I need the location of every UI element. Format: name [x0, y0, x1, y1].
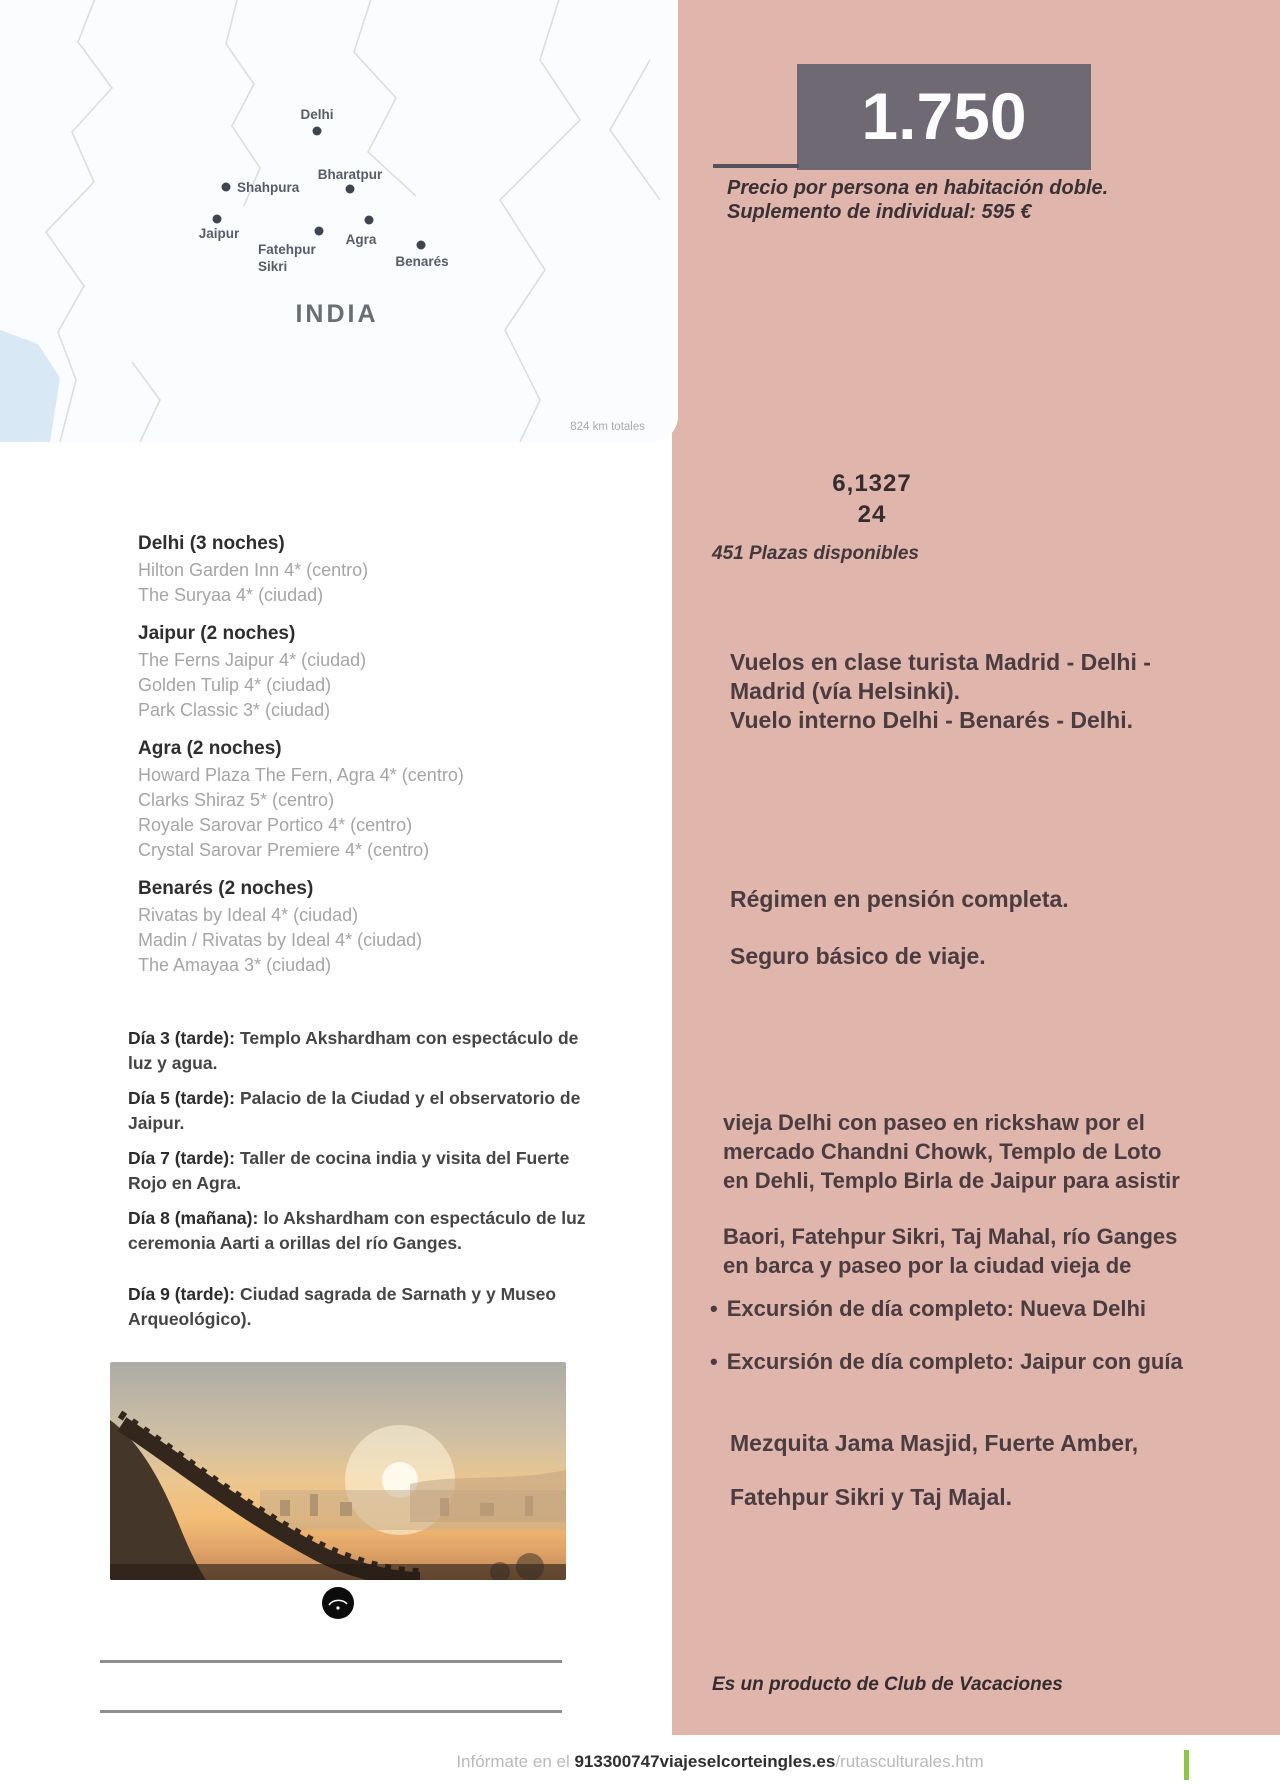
tour-code-line1: 6,1327	[832, 470, 912, 497]
city-dot-agra	[365, 216, 374, 225]
day-label: Día 7 (tarde):	[128, 1148, 235, 1168]
day-text: Palacio de la Ciudad y el observatorio de Jaipur.	[128, 1088, 581, 1133]
price-note-line1: Precio por persona en habitación doble.	[727, 177, 1109, 199]
map-land	[0, 0, 678, 442]
hotel-item: Royale Sarovar Portico 4* (centro)	[138, 815, 413, 835]
city-label-fatehpur: Fatehpur	[258, 242, 316, 257]
product-note: Es un producto de Club de Vacaciones	[712, 1674, 1063, 1695]
hotel-item: Rivatas by Ideal 4* (ciudad)	[138, 905, 359, 925]
bullet-icon: •	[710, 1296, 718, 1321]
day-item	[128, 1146, 598, 1195]
hotel-city-header: Delhi (3 noches)	[138, 533, 285, 554]
day-label: Día 9 (tarde):	[128, 1284, 235, 1304]
excursion-item	[710, 1296, 1183, 1322]
city-label-sikri: Sikri	[258, 259, 288, 274]
day-label: Día 8 (mañana):	[128, 1208, 259, 1228]
black-circle-badge-icon	[321, 1586, 355, 1620]
excursion-item	[710, 1349, 1183, 1375]
price-note-line2: Suplemento de individual: 595 €	[727, 201, 1032, 223]
fort-photo-illustration	[110, 1362, 566, 1580]
city-label-jaipur: Jaipur	[198, 226, 240, 241]
hotel-city-header: Benarés (2 noches)	[138, 878, 314, 899]
hotel-item: The Suryaa 4* (ciudad)	[138, 585, 324, 605]
hotel-item: Clarks Shiraz 5* (centro)	[138, 790, 335, 810]
paragraph1-line2: mercado Chandni Chowk, Templo de Loto	[723, 1139, 1162, 1164]
flights-info	[730, 648, 1151, 735]
info-panel-background	[672, 0, 1280, 1735]
paragraph2-line2: en barca y paseo por la ciudad vieja de	[723, 1253, 1132, 1278]
insurance-info: Seguro básico de viaje.	[730, 943, 986, 969]
board-info: Régimen en pensión completa.	[730, 886, 1069, 912]
day-item	[128, 1206, 598, 1255]
hotel-city-header: Jaipur (2 noches)	[138, 623, 296, 644]
city-label-delhi: Delhi	[300, 107, 334, 122]
hotel-section-delhi	[138, 532, 618, 608]
india-map	[0, 0, 678, 442]
day-text: Taller de cocina india y visita del Fuerte Rojo en Agra.	[128, 1148, 570, 1193]
sights-line-2: Fatehpur Sikri y Taj Majal.	[730, 1484, 1013, 1510]
day-item	[128, 1026, 598, 1075]
fort-sunset-photo	[110, 1362, 566, 1580]
city-label-benares: Benarés	[395, 254, 449, 269]
city-label-shahpura: Shahpura	[237, 180, 300, 195]
city-dot-bharatpur	[346, 185, 355, 194]
price-amount: 1.750	[861, 79, 1027, 153]
footer	[160, 1752, 1280, 1772]
flights-line1: Vuelos en clase turista Madrid - Delhi -	[730, 649, 1151, 675]
tour-code-line2: 24	[857, 501, 887, 528]
hotel-item: Park Classic 3* (ciudad)	[138, 700, 331, 720]
day-label: Día 3 (tarde):	[128, 1028, 235, 1048]
excursion-text: Excursión de día completo: Jaipur con guía	[726, 1349, 1183, 1374]
footer-site: viajeselcorteingles.es	[659, 1752, 836, 1771]
hotels-list	[138, 532, 618, 992]
bullet-icon: •	[710, 1349, 718, 1374]
day-text: Templo Akshardham con espectáculo de luz y agua.	[128, 1028, 579, 1073]
price-box	[797, 64, 1091, 170]
city-dot-jaipur	[213, 215, 222, 224]
city-dot-shahpura	[222, 183, 231, 192]
paragraph1-line3: en Dehli, Templo Birla de Jaipur para asistir	[723, 1168, 1180, 1193]
tour-codes	[672, 468, 1072, 530]
footer-prefix: Infórmate en el	[456, 1752, 575, 1771]
day-text: Ciudad sagrada de Sarnath y y Museo Arqueológico).	[128, 1284, 557, 1329]
city-dot-delhi	[313, 127, 322, 136]
paragraph1-line1: vieja Delhi con paseo en rickshaw por el	[723, 1110, 1145, 1135]
paragraph2-line1: Baori, Fatehpur Sikri, Taj Mahal, río Ganges	[723, 1224, 1178, 1249]
city-dot-fatehpur-sikri	[315, 227, 324, 236]
flights-line2: Madrid (vía Helsinki).	[730, 678, 961, 704]
excursion-text: Excursión de día completo: Nueva Delhi	[726, 1296, 1147, 1321]
footer-green-bar	[1184, 1750, 1189, 1780]
map-card	[0, 0, 678, 442]
hotel-item: Golden Tulip 4* (ciudad)	[138, 675, 332, 695]
hotel-item: Madin / Rivatas by Ideal 4* (ciudad)	[138, 930, 423, 950]
day-item	[128, 1086, 598, 1135]
price-divider	[713, 164, 799, 168]
footer-phone: 913300747	[574, 1752, 660, 1771]
days-list	[128, 1026, 598, 1342]
sights-line-1: Mezquita Jama Masjid, Fuerte Amber,	[730, 1430, 1139, 1456]
hotel-section-agra	[138, 737, 618, 863]
hotel-item: The Ferns Jaipur 4* (ciudad)	[138, 650, 367, 670]
hotel-item: Crystal Sarovar Premiere 4* (centro)	[138, 840, 430, 860]
excursion-list	[710, 1296, 1183, 1402]
hotel-city-header: Agra (2 noches)	[138, 738, 282, 759]
hotel-section-benares	[138, 877, 618, 978]
city-label-bharatpur: Bharatpur	[317, 167, 383, 182]
divider-line	[100, 1660, 562, 1663]
hotel-item: Howard Plaza The Fern, Agra 4* (centro)	[138, 765, 464, 785]
price-note	[727, 176, 1157, 224]
footer-path: /rutasculturales.htm	[835, 1752, 984, 1771]
divider-line	[100, 1710, 562, 1713]
city-dot-benares	[417, 241, 426, 250]
itinerary-paragraph-2	[723, 1222, 1177, 1280]
hotel-section-jaipur	[138, 622, 618, 723]
map-country-label: INDIA	[295, 300, 379, 328]
day-label: Día 5 (tarde):	[128, 1088, 235, 1108]
day-text: lo Akshardham con espectáculo de luz ceremonia Aarti a orillas del río Ganges.	[128, 1208, 586, 1253]
hotel-item: Hilton Garden Inn 4* (centro)	[138, 560, 369, 580]
itinerary-paragraph-1	[723, 1108, 1180, 1195]
day-item	[128, 1282, 598, 1331]
city-label-agra: Agra	[345, 232, 377, 247]
map-distance-note: 824 km totales	[570, 421, 645, 433]
availability-note: 451 Plazas disponibles	[712, 543, 919, 564]
hotel-item: The Amayaa 3* (ciudad)	[138, 955, 332, 975]
flights-line3: Vuelo interno Delhi - Benarés - Delhi.	[730, 707, 1133, 733]
